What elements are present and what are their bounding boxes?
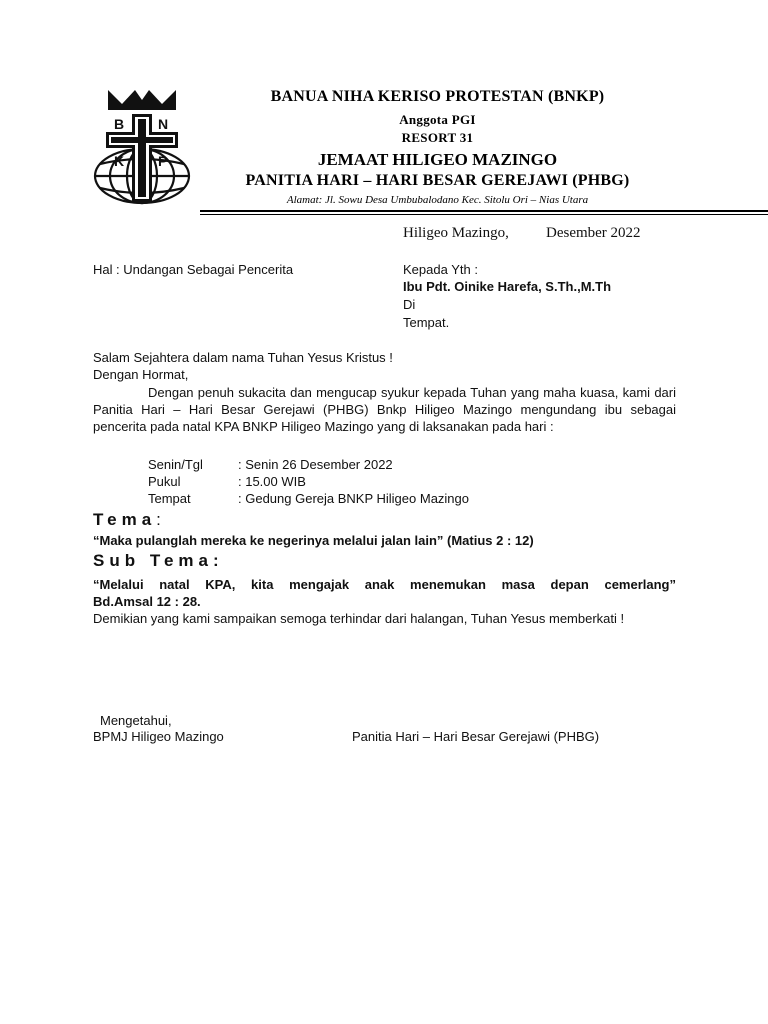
theme-text: “Maka pulanglah mereka ke negerinya melalui jalan lain” (Matius 2 : 12) xyxy=(93,533,534,548)
header-rule xyxy=(200,210,768,212)
detail-label-time: Pukul xyxy=(148,474,181,489)
theme-label: Tema xyxy=(93,510,157,529)
detail-value-time: : 15.00 WIB xyxy=(238,474,306,489)
body-paragraph-text: Dengan penuh sukacita dan mengucap syukur kepada Tuhan yang maha kuasa, kami dari Panitia Hari – Hari Besar Gerejawi (PHBG) Bnkp Hiligeo Mazingo mengundang ibu sebagai pencerita pada natal KPA BNKP Hiligeo Mazingo yang di laksanakan pada hari : xyxy=(93,385,676,434)
logo-letter-b: B xyxy=(114,116,125,132)
recipient-greeting: Kepada Yth : xyxy=(403,262,478,277)
logo-letter-p: P xyxy=(158,153,168,169)
theme-heading xyxy=(93,510,161,530)
congregation-name: JEMAAT HILIGEO MAZINGO xyxy=(317,150,558,169)
date-place: Hiligeo Mazingo, xyxy=(403,225,509,241)
recipient-name: Ibu Pdt. Oinike Harefa, S.Th.,M.Th xyxy=(403,279,612,294)
logo-letter-k: K xyxy=(114,153,125,169)
org-name: BANUA NIHA KERISO PROTESTAN (BNKP) xyxy=(270,88,605,105)
committee-name: PANITIA HARI – HARI BESAR GEREJAWI (PHBG) xyxy=(245,172,630,189)
detail-label-date: Senin/Tgl xyxy=(148,457,203,472)
detail-value-place: : Gedung Gereja BNKP Hiligeo Mazingo xyxy=(238,491,469,506)
subtheme-ref: Bd.Amsal 12 : 28. xyxy=(93,594,201,609)
acknowledged-label: Mengetahui, xyxy=(100,713,172,728)
detail-value-date: : Senin 26 Desember 2022 xyxy=(238,457,393,472)
recipient-place: Tempat. xyxy=(403,315,450,330)
header-rule-thin xyxy=(200,214,768,215)
regards: Dengan Hormat, xyxy=(93,367,189,382)
body-paragraph xyxy=(93,384,676,435)
org-membership: Anggota PGI xyxy=(399,112,476,127)
subtheme-colon: : xyxy=(212,551,219,570)
resort-number: RESORT 31 xyxy=(401,130,474,145)
letter-date xyxy=(403,225,641,242)
recipient-di: Di xyxy=(403,297,416,312)
subject-value: : Undangan Sebagai Pencerita xyxy=(116,262,294,277)
signature-right: Panitia Hari – Hari Besar Gerejawi (PHBG) xyxy=(352,729,600,744)
subtheme-text: “Melalui natal KPA, kita mengajak anak menemukan masa depan cemerlang” xyxy=(93,577,676,592)
theme-colon: : xyxy=(156,510,161,529)
subject-label: Hal xyxy=(93,262,113,277)
date-month-year: Desember 2022 xyxy=(546,225,641,241)
logo-letter-n: N xyxy=(158,116,169,132)
closing-line: Demikian yang kami sampaikan semoga terhindar dari halangan, Tuhan Yesus memberkati ! xyxy=(93,611,625,626)
address-line: Alamat: Jl. Sowu Desa Umbubalodano Kec. Sitolu Ori – Nias Utara xyxy=(286,194,589,206)
subtheme-heading xyxy=(93,551,219,571)
salutation: Salam Sejahtera dalam nama Tuhan Yesus Kristus ! xyxy=(93,350,393,365)
detail-label-place: Tempat xyxy=(148,491,191,506)
subtheme-label: Sub Tema xyxy=(93,551,213,570)
signature-left: BPMJ Hiligeo Mazingo xyxy=(93,729,224,744)
